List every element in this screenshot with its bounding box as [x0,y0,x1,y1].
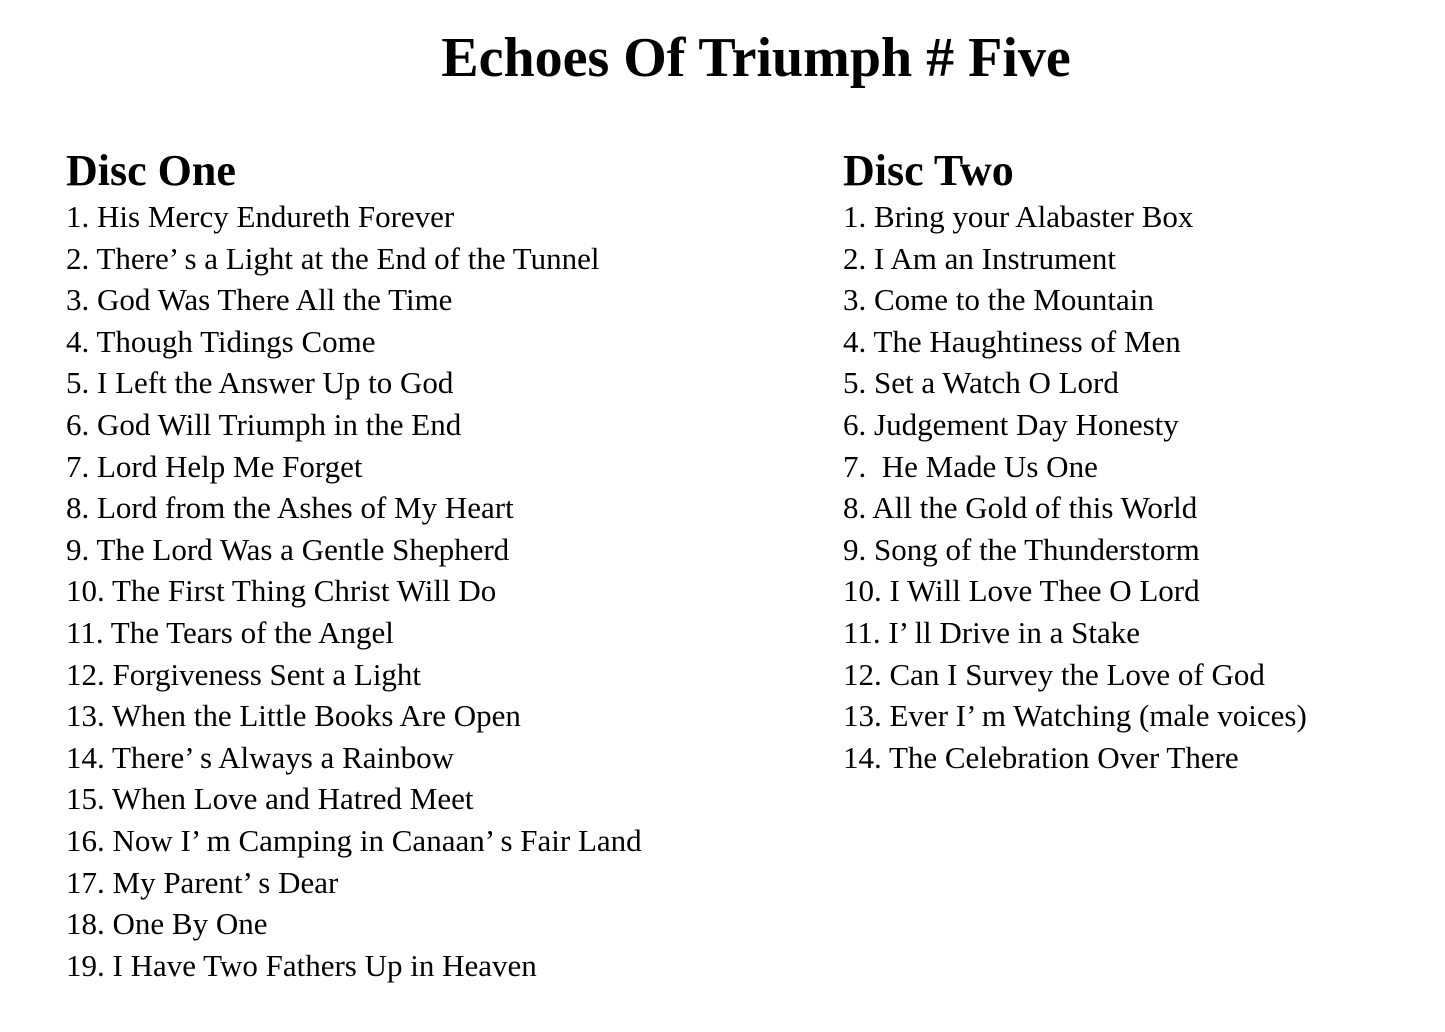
track-item: 5. I Left the Answer Up to God [66,365,454,401]
track-item: 9. Song of the Thunderstorm [843,531,1200,567]
track-item: 8. All the Gold of this World [843,490,1198,526]
disc-two-track-list [843,196,1307,778]
track-item: 14. The Celebration Over There [843,739,1239,775]
disc-two-section [843,146,1307,778]
track-item: 1. Bring your Alabaster Box [843,199,1194,234]
track-item: 10. I Will Love Thee O Lord [843,573,1200,609]
track-item: 17. My Parent’ s Dear [66,864,339,900]
track-item: 4. The Haughtiness of Men [843,323,1181,359]
track-item: 12. Forgiveness Sent a Light [66,656,422,692]
track-item: 14. There’ s Always a Rainbow [66,739,454,775]
track-item: 12. Can I Survey the Love of God [843,656,1265,692]
disc-one-heading: Disc One [66,146,236,195]
disc-two-heading: Disc Two [843,146,1014,195]
track-item: 9. The Lord Was a Gentle Shepherd [66,531,510,567]
track-item: 2. There’ s a Light at the End of the Tunnel [66,240,600,276]
track-item: 6. Judgement Day Honesty [843,406,1179,442]
track-item: 3. God Was There All the Time [66,282,453,318]
track-item: 7. He Made Us One [843,448,1098,484]
disc-one-section [66,146,642,986]
page-title: Echoes Of Triumph # Five [441,27,1071,89]
track-item: 15. When Love and Hatred Meet [66,781,474,817]
track-item: 2. I Am an Instrument [843,240,1116,276]
track-item: 19. I Have Two Fathers Up in Heaven [66,947,537,983]
track-item: 1. His Mercy Endureth Forever [66,199,455,234]
track-item: 3. Come to the Mountain [843,282,1154,318]
track-item: 11. The Tears of the Angel [66,614,394,650]
track-item: 7. Lord Help Me Forget [66,448,363,484]
track-item: 10. The First Thing Christ Will Do [66,573,497,609]
track-item: 8. Lord from the Ashes of My Heart [66,490,514,526]
track-item: 5. Set a Watch O Lord [843,365,1119,401]
track-item: 13. Ever I’ m Watching (male voices) [843,698,1307,734]
track-item: 6. God Will Triumph in the End [66,406,462,442]
disc-one-track-list [66,196,642,986]
track-item: 4. Though Tidings Come [66,323,376,359]
track-item: 11. I’ ll Drive in a Stake [843,614,1140,650]
track-item: 18. One By One [66,906,268,942]
track-item: 16. Now I’ m Camping in Canaan’ s Fair Land [66,822,642,858]
track-item: 13. When the Little Books Are Open [66,698,521,734]
